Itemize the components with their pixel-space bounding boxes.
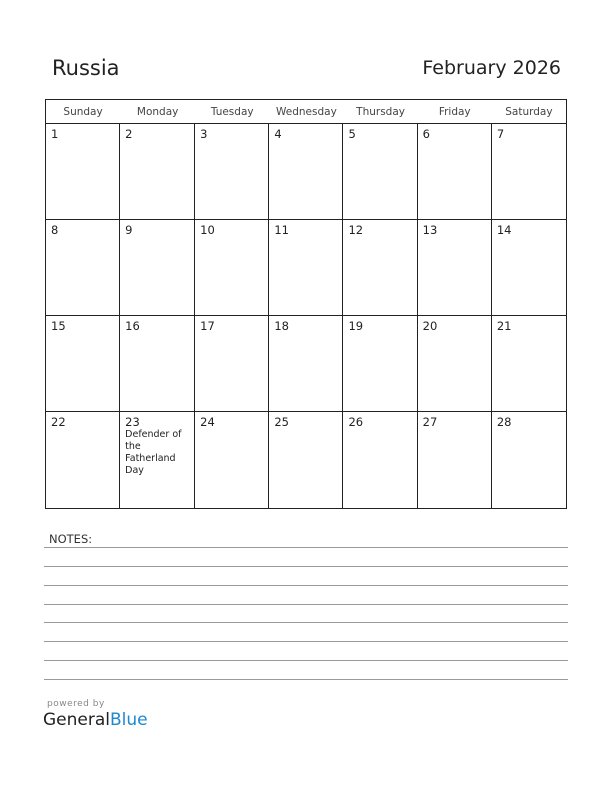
notes-line — [44, 604, 568, 605]
day-cell — [120, 412, 195, 508]
day-cell — [418, 412, 492, 508]
day-number: 20 — [422, 319, 438, 333]
day-number: 15 — [51, 319, 66, 333]
day-number: 21 — [496, 319, 512, 333]
notes-line — [44, 566, 568, 567]
day-number: 26 — [348, 415, 364, 429]
day-number: 18 — [274, 319, 289, 333]
notes-label: NOTES: — [49, 532, 93, 546]
day-cell — [343, 220, 417, 316]
weekday-header: Friday — [418, 100, 492, 124]
day-cell — [418, 316, 492, 412]
day-cell — [269, 220, 343, 316]
notes-line — [44, 547, 568, 548]
day-cell — [46, 124, 120, 220]
day-cell — [492, 220, 566, 316]
day-number: 23 — [125, 415, 140, 429]
day-number: 19 — [348, 319, 364, 333]
day-number: 14 — [496, 223, 512, 237]
day-cell — [418, 124, 492, 220]
weekday-header: Wednesday — [269, 100, 343, 124]
day-number: 8 — [51, 223, 59, 237]
weekday-header: Monday — [120, 100, 195, 124]
day-cell — [343, 316, 417, 412]
day-cell — [269, 316, 343, 412]
day-number: 27 — [422, 415, 438, 429]
day-cell — [492, 412, 566, 508]
day-cell — [343, 412, 417, 508]
day-number: 2 — [125, 127, 133, 141]
day-number: 5 — [348, 127, 356, 141]
month-title: February 2026 — [422, 57, 561, 79]
weekday-header: Thursday — [343, 100, 417, 124]
holiday-label: Defender of the Fatherland Day — [125, 429, 182, 476]
day-cell — [195, 220, 269, 316]
day-number: 13 — [422, 223, 438, 237]
day-number: 10 — [200, 223, 215, 237]
notes-line — [44, 660, 568, 661]
notes-line — [44, 622, 568, 623]
day-number: 17 — [200, 319, 215, 333]
day-cell — [46, 412, 120, 508]
weekday-header: Saturday — [492, 100, 566, 124]
calendar-grid — [45, 99, 567, 509]
day-cell — [46, 220, 120, 316]
generalblue-logo — [43, 710, 148, 730]
day-number: 12 — [348, 223, 364, 237]
day-cell — [195, 412, 269, 508]
notes-line — [44, 585, 568, 586]
day-number: 3 — [200, 127, 208, 141]
day-cell — [195, 124, 269, 220]
day-number: 25 — [274, 415, 289, 429]
day-cell — [195, 316, 269, 412]
day-cell — [120, 124, 195, 220]
day-cell — [120, 316, 195, 412]
day-number: 16 — [125, 319, 140, 333]
day-cell — [492, 316, 566, 412]
day-number: 4 — [274, 127, 282, 141]
day-number: 1 — [51, 127, 59, 141]
day-number: 7 — [496, 127, 505, 141]
day-number: 9 — [125, 223, 133, 237]
day-cell — [120, 220, 195, 316]
weekday-header: Sunday — [46, 100, 120, 124]
day-number: 24 — [200, 415, 215, 429]
powered-by-text: powered by — [47, 699, 105, 709]
day-cell — [46, 316, 120, 412]
notes-line — [44, 679, 568, 680]
day-cell — [492, 124, 566, 220]
country-title: Russia — [52, 56, 120, 80]
day-cell — [343, 124, 417, 220]
day-number: 6 — [422, 127, 430, 141]
day-number: 22 — [51, 415, 66, 429]
day-cell — [269, 124, 343, 220]
weekday-header: Tuesday — [195, 100, 269, 124]
day-number: 28 — [496, 415, 512, 429]
day-number: 11 — [274, 223, 289, 237]
logo-general: General — [43, 710, 110, 730]
notes-line — [44, 641, 568, 642]
day-cell — [269, 412, 343, 508]
day-cell — [418, 220, 492, 316]
logo-blue: Blue — [110, 710, 148, 730]
